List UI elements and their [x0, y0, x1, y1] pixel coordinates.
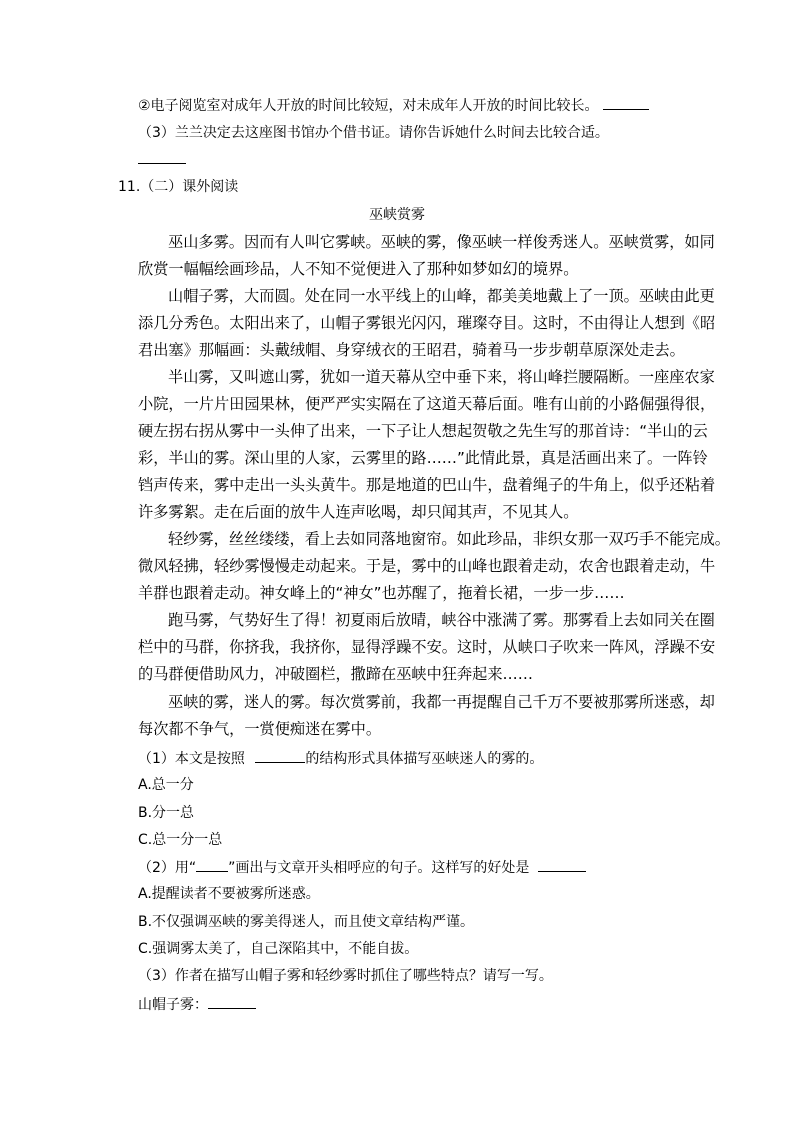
passage-line: 跑马雾，气势好生了得！初夏雨后放晴，峡谷中涨满了雾。那雾看上去如同关在圈: [168, 611, 715, 629]
question-line: （3）作者在描写山帽子雾和轻纱雾时抓住了哪些特点？请写一写。: [138, 968, 553, 984]
section-heading: 11.（二）课外阅读: [118, 179, 239, 195]
passage-line: 每次都不争气，一赏便痴迷在雾中。: [138, 720, 381, 738]
passage-line: 半山雾，又叫遮山雾，犹如一道天幕从空中垂下来，将山峰拦腰隔断。一座座农家: [168, 368, 715, 386]
option-c[interactable]: C.强调雾太美了，自己深陷其中，不能自拔。: [138, 941, 419, 957]
passage-line: 硬左拐右拐从雾中一头伸了出来，一下子让人想起贺敬之先生写的那首诗：“半山的云: [138, 422, 708, 440]
answer-label: 山帽子雾：: [138, 997, 208, 1013]
question-line: [138, 123, 609, 143]
passage-line: 欣赏一幅幅绘画珍品，人不知不觉便进入了那种如梦如幻的境界。: [138, 260, 579, 278]
passage-line: 的马群便借助风力，冲破圈栏，撒蹄在巫峡中狂奔起来……: [138, 665, 533, 683]
answer-blank[interactable]: [196, 857, 228, 872]
question-text: ”画出与文章开头相呼应的句子。这样写的好处是: [228, 860, 530, 876]
option-b[interactable]: B.分一总: [138, 805, 195, 821]
option-a[interactable]: A.总一分: [138, 777, 194, 793]
passage-line: 栏中的马群，你挤我，我挤你，显得浮躁不安。这时，从峡口子吹来一阵风，浮躁不安: [138, 638, 716, 656]
answer-blank[interactable]: [255, 748, 305, 763]
option-c[interactable]: C.总一分一总: [138, 832, 223, 848]
passage-line: 山帽子雾，大而圆。处在同一水平线上的山峰，都美美地戴上了一顶。巫峡由此更: [168, 287, 715, 305]
passage-line: 巫峡的雾，迷人的雾。每次赏雾前，我都一再提醒自己千万不要被那雾所迷惑，却: [168, 693, 715, 711]
passage-line: 巫山多雾。因而有人叫它雾峡。巫峡的雾，像巫峡一样俊秀迷人。巫峡赏雾，如同: [168, 233, 715, 251]
passage-line: 铛声传来，雾中走出一头头黄牛。那是地道的巴山牛，盘着绳子的牛角上，似乎还粘着: [138, 476, 716, 494]
question-text: （2）用“: [138, 860, 197, 876]
answer-line: [138, 994, 256, 1015]
question-text: ②电子阅览室对成年人开放的时间比较短，对未成年人开放的时间比较长。: [138, 98, 599, 114]
passage-line: 小院，一片片田园果林，便严严实实隔在了这道天幕后面。唯有山前的小路倔强得很，: [138, 395, 716, 413]
option-b[interactable]: B.不仅强调巫峡的雾美得迷人，而且使文章结构严谨。: [138, 914, 475, 930]
question-line: [138, 857, 586, 878]
question-line: [138, 95, 649, 116]
passage-title: 巫峡赏雾: [369, 207, 425, 223]
question-text: （1）本文是按照: [138, 751, 245, 767]
passage-line: 羊群也跟着走动。神女峰上的“神女”也苏醒了，拖着长裙，一步一步……: [138, 584, 625, 602]
question-line: [138, 748, 543, 769]
question-text: （3）兰兰决定去这座图书馆办个借书证。请你告诉她什么时间去比较合适。: [138, 125, 609, 141]
question-text: 的结构形式具体描写巫峡迷人的雾的。: [305, 751, 544, 767]
option-a[interactable]: A.提醒读者不要被雾所迷惑。: [138, 886, 320, 902]
passage-line: 轻纱雾，丝丝缕缕，看上去如同落地窗帘。如此珍品，非织女那一双巧手不能完成。: [168, 530, 730, 548]
passage-line: 许多雾絮。走在后面的放牛人连声吆喝，却只闻其声，不见其人。: [138, 503, 579, 521]
answer-blank[interactable]: [208, 994, 256, 1009]
passage-line: 彩，半山的雾。深山里的人家，云雾里的路……”此情此景，真是活画出来了。一阵铃: [138, 449, 708, 467]
answer-blank[interactable]: [603, 95, 649, 110]
answer-blank[interactable]: [538, 857, 586, 872]
passage-line: 微风轻拂，轻纱雾慢慢走动起来。于是，雾中的山峰也跟着走动，农舍也跟着走动，牛: [138, 557, 716, 575]
passage-line: 添几分秀色。太阳出来了，山帽子雾银光闪闪，璀璨夺目。这时，不由得让人想到《昭: [138, 314, 716, 332]
passage-line: 君出塞》那幅画：头戴绒帽、身穿绒衣的王昭君，骑着马一步步朝草原深处走去。: [138, 341, 685, 359]
answer-blank[interactable]: [138, 149, 186, 164]
answer-line: [138, 149, 186, 170]
